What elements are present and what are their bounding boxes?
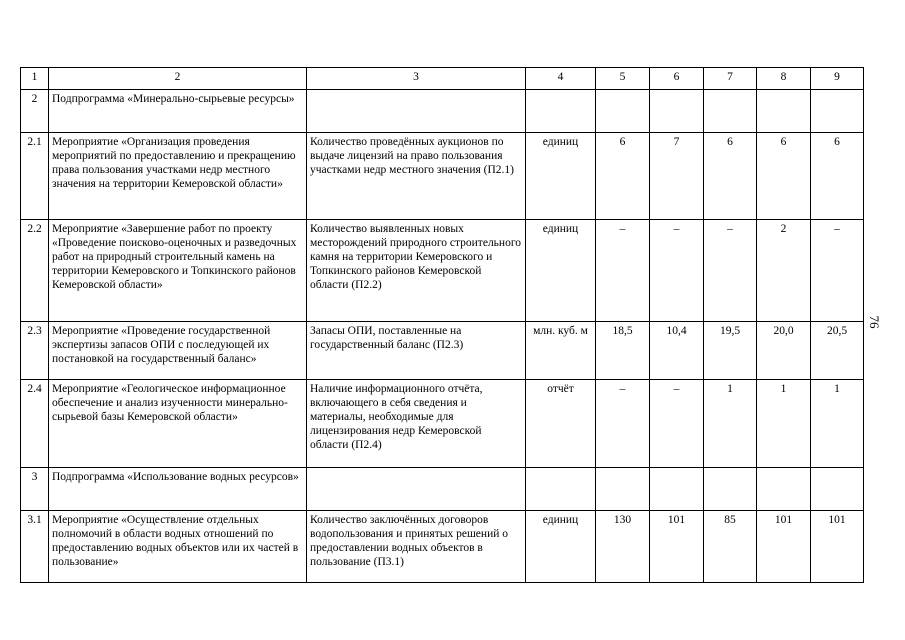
activity-name: Подпрограмма «Использование водных ресурсов» [49, 468, 307, 511]
activity-name: Мероприятие «Организация проведения мероприятий по предоставлению и прекращению права пользования участками недр местного значения на территории Кемеровской области» [49, 133, 307, 220]
value-cell: – [811, 220, 864, 322]
value-cell [757, 468, 811, 511]
header-cell: 9 [811, 68, 864, 90]
indicator-name [307, 90, 526, 133]
row-number: 2.4 [21, 380, 49, 468]
value-cell [596, 90, 650, 133]
activity-name: Мероприятие «Геологическое информационное обеспечение и анализ изученности минерально-сырьевой базы Кемеровской области» [49, 380, 307, 468]
value-cell: 6 [596, 133, 650, 220]
indicator-name: Количество выявленных новых месторождений природного строительного камня на территории Кемеровского и Топкинского районов Кемеровской области (П2.2) [307, 220, 526, 322]
value-cell [650, 468, 704, 511]
value-cell: – [596, 380, 650, 468]
indicator-name [307, 468, 526, 511]
row-number: 2 [21, 90, 49, 133]
unit-cell: отчёт [526, 380, 596, 468]
unit-cell: единиц [526, 511, 596, 583]
unit-cell [526, 468, 596, 511]
value-cell: – [704, 220, 757, 322]
row-number: 2.1 [21, 133, 49, 220]
indicator-name: Наличие информационного отчёта, включающего в себя сведения и материалы, необходимые для лицензирования недр Кемеровской области (П2.4) [307, 380, 526, 468]
value-cell: 85 [704, 511, 757, 583]
indicator-name: Количество проведённых аукционов по выдаче лицензий на право пользования участками недр местного значения (П2.1) [307, 133, 526, 220]
value-cell: 1 [811, 380, 864, 468]
header-cell: 6 [650, 68, 704, 90]
table-row [21, 468, 864, 511]
value-cell: 6 [757, 133, 811, 220]
row-number: 3.1 [21, 511, 49, 583]
value-cell: 101 [811, 511, 864, 583]
value-cell [650, 90, 704, 133]
activity-name: Мероприятие «Завершение работ по проекту «Проведение поисково-оценочных и разведочных работ на природный строительный камень на территории Кемеровского и Топкинского районов Кемеровской области» [49, 220, 307, 322]
unit-cell: единиц [526, 133, 596, 220]
value-cell [596, 468, 650, 511]
indicator-name: Количество заключённых договоров водопользования и принятых решений о предоставлении водных объектов в пользование (П3.1) [307, 511, 526, 583]
value-cell: 20,0 [757, 322, 811, 380]
value-cell: 1 [704, 380, 757, 468]
value-cell [704, 468, 757, 511]
header-cell: 4 [526, 68, 596, 90]
table-row [21, 322, 864, 380]
header-cell: 5 [596, 68, 650, 90]
value-cell [811, 90, 864, 133]
value-cell: – [650, 220, 704, 322]
header-cell: 1 [21, 68, 49, 90]
indicator-name: Запасы ОПИ, поставленные на государственный баланс (П2.3) [307, 322, 526, 380]
value-cell: 101 [650, 511, 704, 583]
value-cell: 20,5 [811, 322, 864, 380]
activity-name: Мероприятие «Проведение государственной экспертизы запасов ОПИ с последующей их постановкой на государственный баланс» [49, 322, 307, 380]
table-row [21, 220, 864, 322]
page-number: 76 [867, 315, 882, 329]
row-number: 2.2 [21, 220, 49, 322]
value-cell: 2 [757, 220, 811, 322]
activity-name: Подпрограмма «Минерально-сырьевые ресурсы» [49, 90, 307, 133]
row-number: 2.3 [21, 322, 49, 380]
value-cell: 10,4 [650, 322, 704, 380]
value-cell: 6 [704, 133, 757, 220]
unit-cell [526, 90, 596, 133]
value-cell: 130 [596, 511, 650, 583]
unit-cell: единиц [526, 220, 596, 322]
value-cell: 101 [757, 511, 811, 583]
row-number: 3 [21, 468, 49, 511]
activity-name: Мероприятие «Осуществление отдельных полномочий в области водных отношений по предоставлению водных объектов или их частей в пользование» [49, 511, 307, 583]
table-row [21, 380, 864, 468]
table-row [21, 90, 864, 133]
indicators-table [20, 67, 864, 583]
value-cell [757, 90, 811, 133]
value-cell: 1 [757, 380, 811, 468]
value-cell: 18,5 [596, 322, 650, 380]
value-cell: – [596, 220, 650, 322]
table-row [21, 133, 864, 220]
value-cell: 6 [811, 133, 864, 220]
table-row [21, 511, 864, 583]
header-cell: 2 [49, 68, 307, 90]
table-header-row [21, 68, 864, 90]
header-cell: 3 [307, 68, 526, 90]
value-cell: – [650, 380, 704, 468]
value-cell: 7 [650, 133, 704, 220]
header-cell: 7 [704, 68, 757, 90]
value-cell [811, 468, 864, 511]
value-cell [704, 90, 757, 133]
value-cell: 19,5 [704, 322, 757, 380]
unit-cell: млн. куб. м [526, 322, 596, 380]
header-cell: 8 [757, 68, 811, 90]
